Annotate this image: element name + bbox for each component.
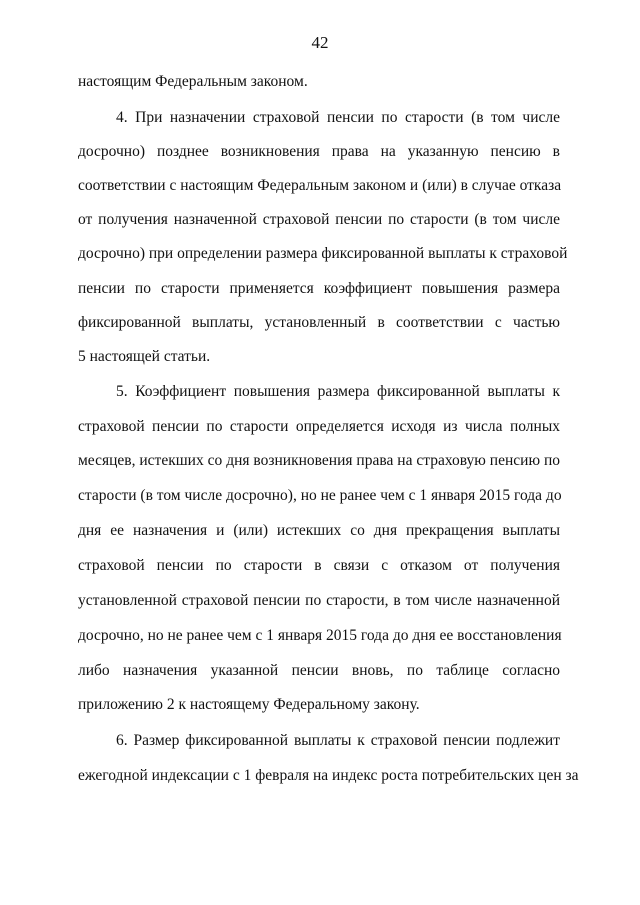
text-line: либо назначения указанной пенсии вновь, по таблице согласно bbox=[78, 662, 560, 679]
paragraph-6-first-line: 6. Размер фиксированной выплаты к страховой пенсии подлежит bbox=[116, 732, 560, 749]
text-line: страховой пенсии по старости в связи с отказом от получения bbox=[78, 557, 560, 574]
text-line: ежегодной индексации с 1 февраля на индекс роста потребительских цен за bbox=[78, 767, 579, 784]
text-line: дня ее назначения и (или) истекших со дня прекращения выплаты bbox=[78, 522, 560, 539]
text-line: приложению 2 к настоящему Федеральному закону. bbox=[78, 696, 420, 713]
paragraph-4-first-line: 4. При назначении страховой пенсии по старости (в том числе bbox=[116, 109, 560, 126]
text-line: от получения назначенной страховой пенсии по старости (в том числе bbox=[78, 211, 560, 228]
text-line: старости (в том числе досрочно), но не ранее чем с 1 января 2015 года до bbox=[78, 487, 562, 504]
text-line: досрочно, но не ранее чем с 1 января 2015 года до дня ее восстановления bbox=[78, 627, 562, 644]
text-line: установленной страховой пенсии по старости, в том числе назначенной bbox=[78, 592, 560, 609]
text-line: месяцев, истекших со дня возникновения права на страховую пенсию по bbox=[78, 452, 560, 469]
text-line: 5 настоящей статьи. bbox=[78, 348, 211, 365]
page-number: 42 bbox=[311, 33, 329, 52]
text-line: досрочно) позднее возникновения права на указанную пенсию в bbox=[78, 143, 560, 160]
text-line: фиксированной выплаты, установленный в соответствии с частью bbox=[78, 314, 560, 331]
paragraph-5-first-line: 5. Коэффициент повышения размера фиксированной выплаты к bbox=[116, 383, 560, 400]
text-line: соответствии с настоящим Федеральным законом и (или) в случае отказа bbox=[78, 177, 562, 194]
text-line: пенсии по старости применяется коэффициент повышения размера bbox=[78, 280, 560, 297]
text-line: настоящим Федеральным законом. bbox=[78, 73, 308, 90]
text-line: досрочно) при определении размера фиксированной выплаты к страховой bbox=[78, 245, 568, 262]
text-line: страховой пенсии по старости определяется исходя из числа полных bbox=[78, 418, 560, 435]
